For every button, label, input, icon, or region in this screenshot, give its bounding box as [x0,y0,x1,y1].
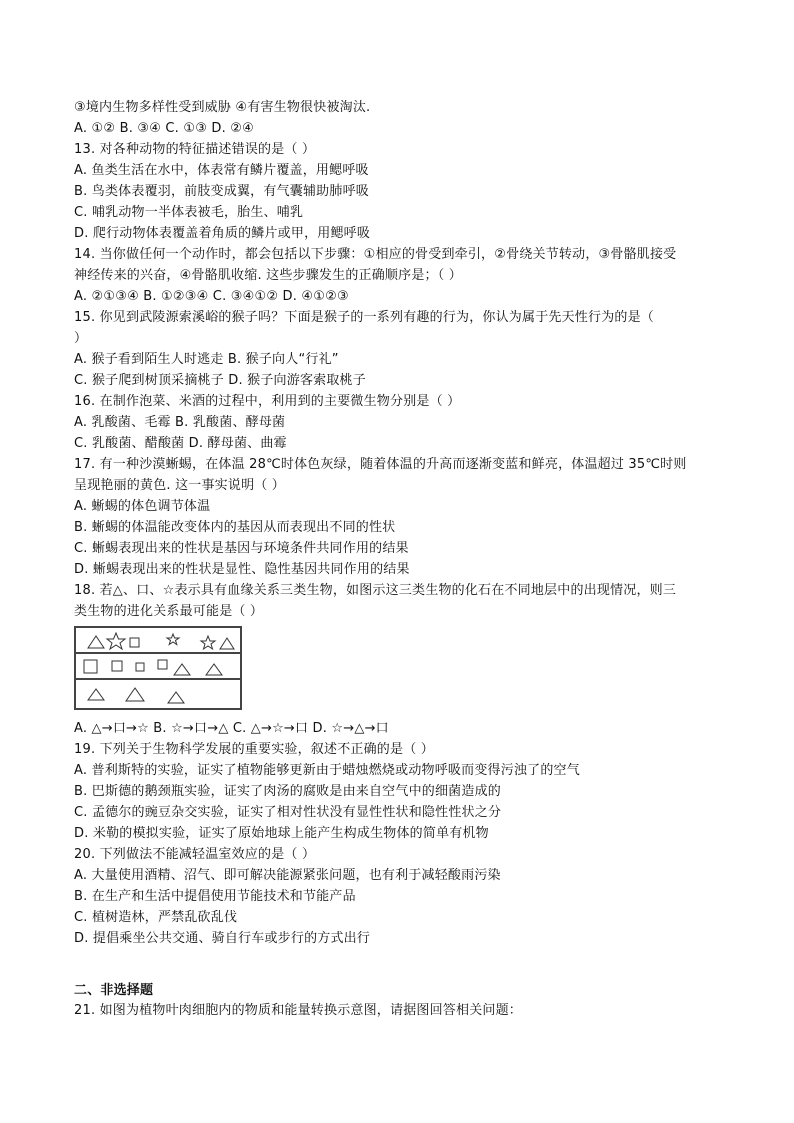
square-icon [84,660,97,673]
text-line: 类生物的进化关系最可能是（ ） [74,604,264,619]
star-icon [201,636,215,649]
triangle-icon [126,688,144,701]
triangle-icon [168,692,184,703]
text-line: B. 蜥蜴的体温能改变体内的基因从而表现出不同的性状 [74,520,396,535]
triangle-icon [220,638,234,649]
text-line: B. 在生产和生活中提倡使用节能技术和节能产品 [74,889,356,904]
section-title: 二、非选择题 [74,983,154,998]
text-line: C. 猴子爬到树顶采摘桃子 D. 猴子向游客索取桃子 [74,373,366,388]
triangle-icon [88,689,104,700]
text-line: D. 爬行动物体表覆盖着角质的鳞片或甲，用鳃呼吸 [74,226,371,241]
text-line: A. 大量使用酒精、沼气、即可解决能源紧张问题，也有利于减轻酸雨污染 [74,868,501,883]
text-line: C. 孟德尔的豌豆杂交实验，证实了相对性状没有显性性状和隐性性状之分 [74,805,502,820]
fossil-strata-figure [74,626,242,710]
text-line: 呈现艳丽的黄色. 这一事实说明（ ） [74,478,285,493]
strata-drawing [76,628,240,708]
text-line: 18. 若△、口、☆表示具有血缘关系三类生物，如图示这三类生物的化石在不同地层中的出现情况，则三 [74,583,677,598]
text-line: 16. 在制作泡菜、米酒的过程中，利用到的主要微生物分别是（ ） [74,394,461,409]
text-line: 14. 当你做任何一个动作时，都会包括以下步骤：①相应的骨受到牵引，②骨绕关节转动，③骨骼肌接受 [74,247,677,262]
text-line: A. △→口→☆ B. ☆→口→△ C. △→☆→口 D. ☆→△→口 [74,721,389,736]
text-line: C. 乳酸菌、醋酸菌 D. 酵母菌、曲霉 [74,436,287,451]
text-line: 13. 对各种动物的特征描述错误的是（ ） [74,142,316,157]
text-line: D. 提倡乘坐公共交通、骑自行车或步行的方式出行 [74,931,371,946]
text-line: A. 乳酸菌、毛霉 B. 乳酸菌、酵母菌 [74,415,286,430]
text-line: 20. 下列做法不能减轻温室效应的是（ ） [74,847,316,862]
text-line: A. 鱼类生活在水中，体表常有鳞片覆盖，用鳃呼吸 [74,163,369,178]
text-line: D. 蜥蜴表现出来的性状是显性、隐性基因共同作用的结果 [74,562,410,577]
text-line: C. 哺乳动物一半体表被毛，胎生、哺乳 [74,205,304,220]
square-icon [158,660,167,669]
star-icon [167,634,179,645]
text-line: A. ①② B. ③④ C. ①③ D. ②④ [74,121,254,136]
triangle-icon [206,664,222,675]
square-icon [130,638,139,647]
text-line: 15. 你见到武陵源索溪峪的猴子吗？下面是猴子的一系列有趣的行为，你认为属于先天性行为的是（ [74,310,655,325]
text-line: C. 蜥蜴表现出来的性状是基因与环境条件共同作用的结果 [74,541,409,556]
square-icon [136,663,144,671]
text-line: ③境内生物多样性受到威胁 ④有害生物很快被淘汰. [74,100,371,115]
text-line: 17. 有一种沙漠蜥蜴，在体温 28℃时体色灰绿，随着体温的升高而逐渐变蓝和鲜亮，体温超过 35℃时则 [74,457,687,472]
text-line: A. ②①③④ B. ①②③④ C. ③④①② D. ④①②③ [74,289,349,304]
square-icon [112,661,122,671]
text-line: C. 植树造林，严禁乱砍乱伐 [74,910,238,925]
text-line: B. 巴斯德的鹅颈瓶实验，证实了肉汤的腐败是由来自空气中的细菌造成的 [74,784,501,799]
text-line: 19. 下列关于生物科学发展的重要实验，叙述不正确的是（ ） [74,742,434,757]
text-line: 神经传来的兴奋，④骨骼肌收缩. 这些步骤发生的正确顺序是；（ ） [74,268,462,283]
star-icon [107,633,125,649]
text-line: D. 米勒的模拟实验，证实了原始地球上能产生构成生物体的简单有机物 [74,826,489,841]
question-21: 21. 如图为植物叶肉细胞内的物质和能量转换示意图，请据图回答相关问题： [74,1003,523,1018]
text-line: A. 蜥蜴的体色调节体温 [74,499,211,514]
text-line: A. 普利斯特的实验，证实了植物能够更新由于蜡烛燃烧或动物呼吸而变得污浊了的空气 [74,763,580,778]
text-line: A. 猴子看到陌生人时逃走 B. 猴子向人“行礼” [74,352,339,367]
text-line: ） [74,331,88,346]
text-line: B. 鸟类体表覆羽，前肢变成翼，有气囊辅助肺呼吸 [74,184,369,199]
triangle-icon [88,636,104,648]
triangle-icon [174,664,190,675]
